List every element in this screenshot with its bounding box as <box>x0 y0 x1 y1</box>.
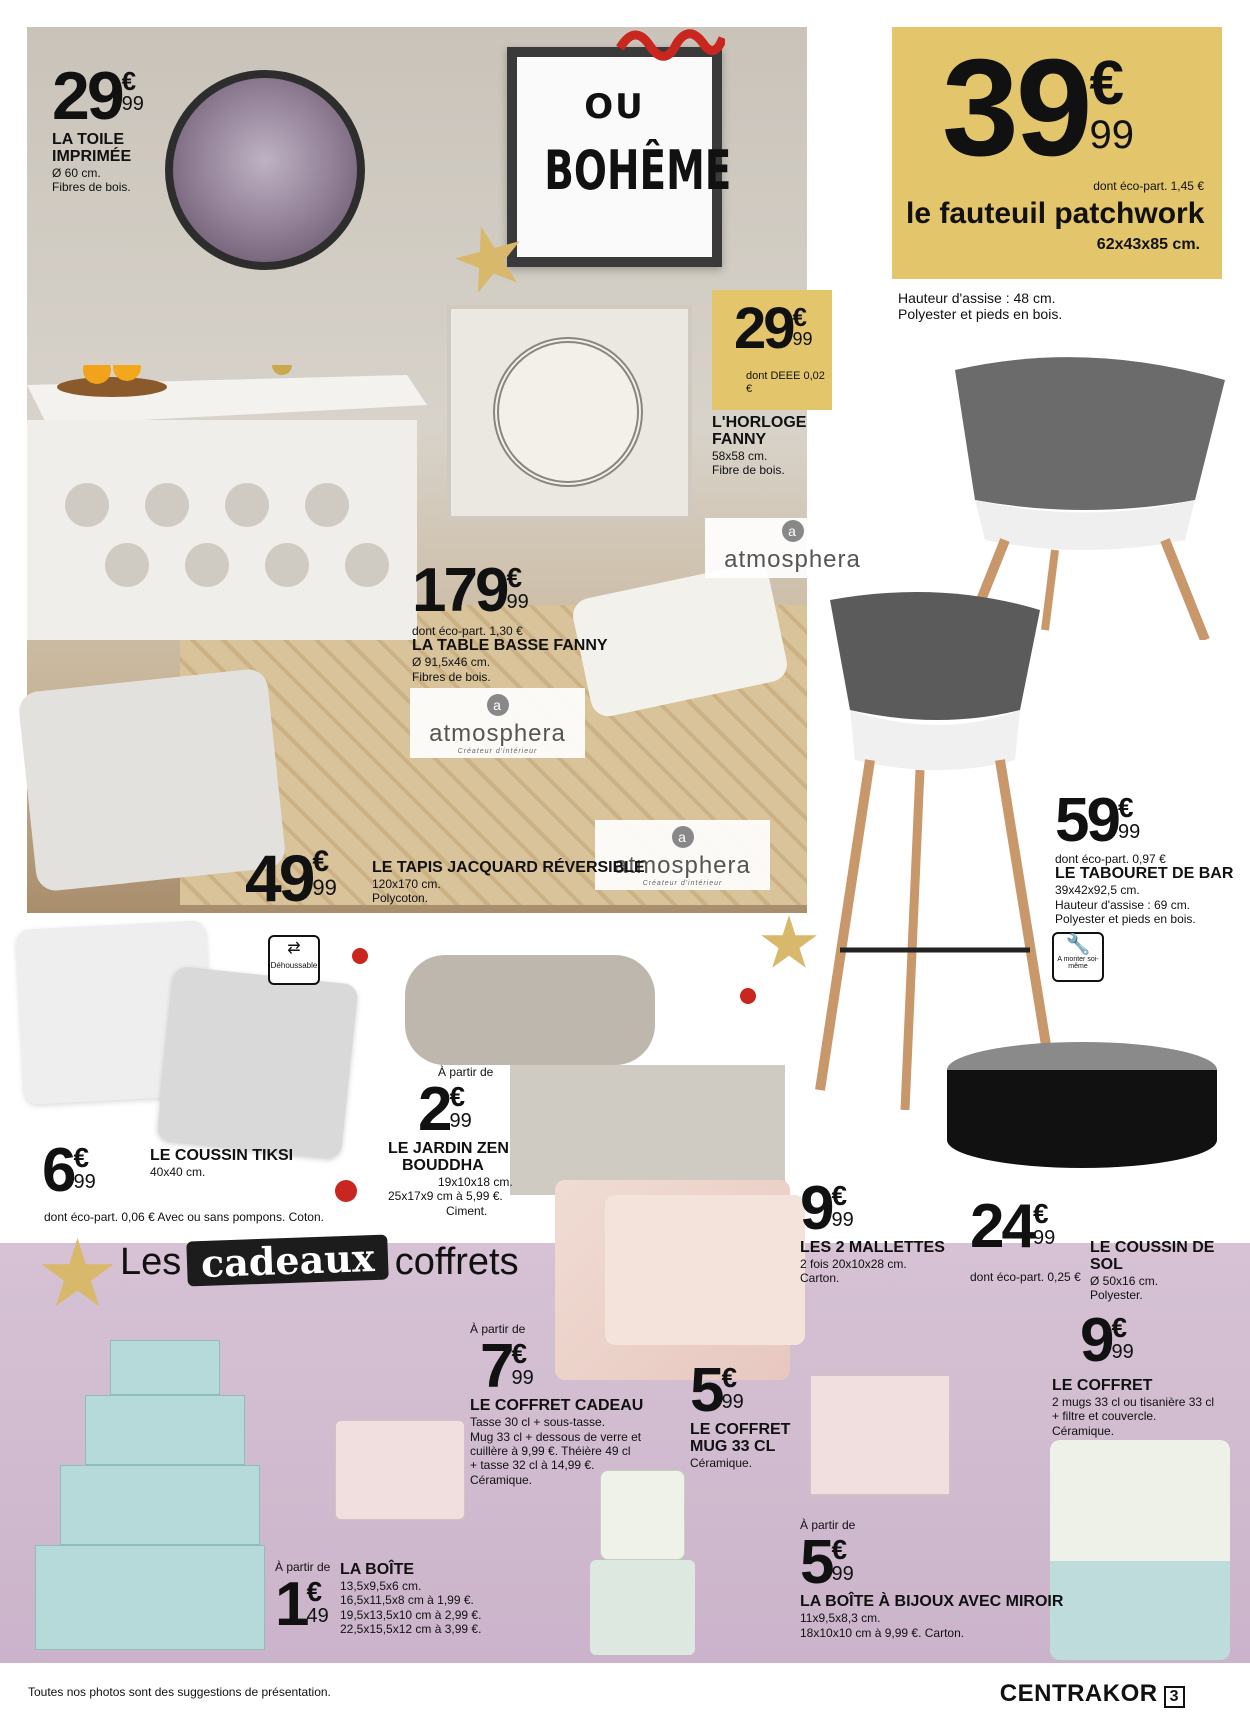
clock-face <box>493 337 643 487</box>
dehoussable-badge <box>268 935 320 985</box>
price-int: 39 <box>942 31 1090 185</box>
toile-detail-1: Ø 60 cm. <box>52 165 101 180</box>
coffret-price-block <box>1080 1306 1134 1375</box>
jardin-from: À partir de <box>438 1065 494 1079</box>
boite-detail-1: 13,5x9,5x6 cm. <box>340 1578 422 1593</box>
fauteuil-price-box <box>892 27 1222 279</box>
price-cents: 99 <box>73 1171 96 1193</box>
price-currency: € <box>449 1081 466 1113</box>
price-currency: € <box>792 302 807 332</box>
toile-detail-2: Fibres de bois. <box>52 179 131 194</box>
coffret-cadeau-detail-1: Tasse 30 cl + sous-tasse. <box>470 1415 606 1430</box>
jardin-detail-3: Ciment. <box>446 1203 488 1218</box>
jewel-box-image <box>810 1375 950 1495</box>
coffret-mug-name-2: MUG 33 CL <box>690 1437 776 1455</box>
price-int: 29 <box>52 58 122 134</box>
price-cents: 99 <box>1032 1227 1056 1249</box>
coffret-mugs-image <box>1050 1440 1230 1660</box>
price-cents: 99 <box>449 1110 472 1133</box>
price-int: 5 <box>690 1356 722 1425</box>
coussin-label-block <box>150 1148 293 1179</box>
tapis-detail-2: Polycoton. <box>372 891 429 906</box>
boite-bijoux-from: À partir de <box>800 1518 856 1532</box>
logo-text: CENTRAKOR <box>999 1680 1158 1707</box>
coffret-cadeau-from: À partir de <box>470 1322 526 1336</box>
price-currency: € <box>506 562 523 593</box>
boite-from: À partir de <box>275 1560 331 1574</box>
atmosphera-icon: a <box>782 520 804 542</box>
tapis-detail-1: 120x170 cm. <box>372 876 441 891</box>
coffee-table-image <box>27 365 427 660</box>
price-int: 1 <box>275 1570 307 1640</box>
cadeaux-banner <box>120 1234 519 1287</box>
coffret-cadeau-detail-2: Mug 33 cl + dessous de verre et <box>470 1429 642 1444</box>
price-cents: 99 <box>831 1209 854 1231</box>
price-cents: 99 <box>1111 1341 1134 1363</box>
price-currency: € <box>1117 792 1134 823</box>
table-eco: dont éco-part. 1,30 € <box>412 624 523 638</box>
atmosphera-text: atmosphera <box>724 546 861 573</box>
footer-note: Toutes nos photos sont des suggestions de présentation. <box>28 1685 331 1699</box>
price-currency: € <box>1111 1312 1128 1343</box>
fauteuil-detail-1: Hauteur d'assise : 48 cm. <box>898 290 1056 306</box>
mallettes-price-block <box>800 1174 945 1286</box>
coussin-sol-detail-1: Ø 50x16 cm. <box>1090 1273 1159 1288</box>
coffret-mug-price-block <box>690 1356 791 1470</box>
coffret-name: LE COFFRET <box>1052 1377 1153 1394</box>
tabouret-detail-2: Hauteur d'assise : 69 cm. <box>1055 897 1191 912</box>
price-cents: 99 <box>506 591 529 613</box>
bar-stool-image <box>810 590 1070 1110</box>
price-int: 9 <box>800 1174 832 1243</box>
coffret-detail-2: + filtre et couvercle. <box>1052 1409 1157 1424</box>
banner-right: coffrets <box>394 1241 519 1283</box>
zipper-icon: ⇄ <box>287 940 301 957</box>
price-int: 2 <box>418 1075 450 1145</box>
coussin-sol-eco: dont éco-part. 0,25 € <box>970 1270 1081 1284</box>
dehoussable-text: Déhoussable <box>270 961 318 970</box>
jardin-name-2: BOUDDHA <box>402 1157 484 1175</box>
price-int: 49 <box>245 841 313 915</box>
coffret-detail-1: 2 mugs 33 cl ou tisanière 33 cl <box>1052 1394 1215 1409</box>
tabouret-detail-1: 39x42x92,5 cm. <box>1055 883 1140 898</box>
coffret-cadeau-name: LE COFFRET CADEAU <box>470 1397 644 1415</box>
price-int: 9 <box>1080 1306 1112 1375</box>
price-int: 7 <box>480 1332 512 1402</box>
horloge-label-block <box>712 415 806 477</box>
price-cents: 99 <box>721 1391 744 1413</box>
coussin-sol-price-block <box>970 1192 1056 1261</box>
horloge-name-1: L'HORLOGE <box>712 414 807 431</box>
poster-ou: OU <box>584 87 645 127</box>
horloge-name-2: FANNY <box>712 430 767 448</box>
price-currency: € <box>121 66 137 96</box>
toile-name-1: LA TOILE <box>52 131 124 148</box>
jardin-price-block <box>388 1065 513 1218</box>
toile-price-block <box>52 58 144 194</box>
horloge-eco: dont DEEE 0,02 € <box>746 370 825 396</box>
price-int: 5 <box>800 1528 832 1598</box>
price-cents: 99 <box>1089 113 1134 157</box>
coussin-detail-1: 40x40 cm. <box>150 1164 206 1179</box>
boite-label-block <box>340 1562 481 1636</box>
toile-name-2: IMPRIMÉE <box>52 147 132 165</box>
atmosphera-logo <box>705 518 880 578</box>
table-detail-2: Fibres de bois. <box>412 669 491 684</box>
coffret-cadeau-detail-4: + tasse 32 cl à 14,99 €. <box>470 1458 595 1473</box>
coussin-sol-name: LE COUSSIN DE SOL <box>1090 1239 1215 1273</box>
tabouret-price-block <box>1055 786 1234 926</box>
banner-left: Les <box>120 1241 182 1283</box>
coffret-cadeau-detail-5: Céramique. <box>470 1472 533 1487</box>
price-cents: 99 <box>121 93 144 115</box>
tapis-label-block <box>372 860 645 906</box>
fauteuil-eco: dont éco-part. 1,45 € <box>1093 179 1204 193</box>
price-int: 179 <box>412 556 507 625</box>
assembly-badge-text: A monter soi-même <box>1057 956 1099 970</box>
tabouret-eco: dont éco-part. 0,97 € <box>1055 852 1166 866</box>
banner-mid: cadeaux <box>187 1234 390 1286</box>
price-currency: € <box>306 1576 323 1608</box>
clock-image <box>447 305 692 520</box>
coussin-sol-label-block <box>1090 1240 1250 1302</box>
coussin-name: LE COUSSIN TIKSI <box>150 1147 294 1164</box>
price-cents: 99 <box>511 1367 534 1390</box>
price-currency: € <box>831 1534 848 1566</box>
coffret-cadeau-price-block <box>470 1322 643 1487</box>
red-ball-decoration <box>335 1180 357 1202</box>
price-int: 29 <box>734 296 793 361</box>
ribbon-decoration <box>615 18 725 78</box>
horloge-detail-2: Fibre de bois. <box>712 462 785 477</box>
tabouret-detail-3: Polyester et pieds en bois. <box>1055 911 1196 926</box>
price-currency: € <box>1032 1198 1049 1229</box>
boite-detail-2: 16,5x11,5x8 cm à 1,99 €. <box>340 1593 474 1608</box>
cushion-grey-image <box>156 966 358 1159</box>
boite-detail-3: 19,5x13,5x10 cm à 2,99 €. <box>340 1607 482 1622</box>
poster-boheme: BOHÊME <box>544 139 732 202</box>
jardin-detail-1: 19x10x18 cm. <box>438 1174 513 1189</box>
price-currency: € <box>721 1362 738 1393</box>
price-currency: € <box>831 1180 848 1211</box>
atmosphera-subtext: Créateur d'intérieur <box>642 880 723 887</box>
boite-bijoux-price-block <box>800 1518 1063 1640</box>
atmosphera-icon: a <box>487 694 509 716</box>
mug-box-image <box>590 1560 695 1655</box>
boite-name: LA BOÎTE <box>340 1561 415 1578</box>
coussin-detail-2: dont éco-part. 0,06 € Avec ou sans pompons. Coton. <box>44 1210 324 1224</box>
boite-bijoux-detail-2: 18x10x10 cm à 9,99 €. Carton. <box>800 1625 965 1640</box>
mallettes-name: LES 2 MALLETTES <box>800 1239 945 1256</box>
fauteuil-name: le fauteuil patchwork <box>906 197 1205 230</box>
price-cents: 99 <box>831 1563 854 1586</box>
zen-garden-rect-image <box>510 1065 785 1195</box>
jardin-name-1: LE JARDIN ZEN <box>388 1140 509 1158</box>
price-currency: € <box>511 1338 528 1370</box>
horloge-price-block <box>712 290 832 410</box>
price-cents: 99 <box>1117 821 1141 843</box>
coffret-detail-3: Céramique. <box>1052 1423 1115 1438</box>
atmosphera-text: atmosphera <box>429 720 566 747</box>
round-canvas-image <box>165 70 365 270</box>
price-cents: 49 <box>306 1605 329 1628</box>
price-cents: 99 <box>312 875 337 900</box>
boheme-poster <box>507 47 732 267</box>
gift-box-stack-image <box>35 1340 265 1660</box>
coussin-price-block <box>42 1136 96 1205</box>
centrakor-logo <box>1000 1680 1185 1708</box>
assembly-badge <box>1052 932 1104 982</box>
tea-set-image <box>335 1420 465 1520</box>
coussin-sol-detail-2: Polyester. <box>1090 1287 1143 1302</box>
atmosphera-logo <box>410 688 585 758</box>
coffret-mug-name-1: LE COFFRET <box>690 1421 791 1438</box>
boite-price-block <box>275 1560 331 1640</box>
boite-detail-4: 22,5x15,5x12 cm à 3,99 €. <box>340 1621 482 1636</box>
price-int: 6 <box>42 1136 74 1205</box>
price-cents: 99 <box>792 329 813 349</box>
atmosphera-text: atmosphera <box>614 852 751 879</box>
mallettes-detail-2: Carton. <box>800 1271 840 1286</box>
fauteuil-dims: 62x43x85 cm. <box>1096 236 1200 253</box>
mallettes-detail-1: 2 fois 20x10x28 cm. <box>800 1256 907 1271</box>
wrench-icon: 🔧 <box>1065 934 1091 956</box>
price-currency: € <box>1089 49 1124 118</box>
jardin-detail-2: 25x17x9 cm à 5,99 €. <box>388 1189 503 1204</box>
red-ball-decoration <box>740 988 756 1004</box>
horloge-detail-1: 58x58 cm. <box>712 448 768 463</box>
page-number: 3 <box>1164 1686 1185 1708</box>
tabouret-name: LE TABOURET DE BAR <box>1055 865 1234 883</box>
zen-garden-round-image <box>405 955 655 1065</box>
boite-bijoux-name: LA BOÎTE À BIJOUX AVEC MIROIR <box>800 1593 1064 1611</box>
price-int: 24 <box>970 1192 1033 1261</box>
table-detail-1: Ø 91,5x46 cm. <box>412 655 491 670</box>
price-currency: € <box>73 1142 90 1173</box>
floor-cushion-image <box>945 1040 1220 1170</box>
coffret-mug-detail-1: Céramique. <box>690 1455 753 1470</box>
tapis-name: LE TAPIS JACQUARD RÉVERSIBLE <box>372 859 645 876</box>
coffret-cadeau-detail-3: cuillère à 9,99 €. Théière 49 cl <box>470 1443 631 1458</box>
boite-bijoux-detail-1: 11x9,5x8,3 cm. <box>800 1611 881 1626</box>
coffret-label-block <box>1052 1378 1214 1438</box>
price-currency: € <box>312 845 330 878</box>
price-int: 59 <box>1055 786 1118 855</box>
table-price-block <box>412 556 608 684</box>
fauteuil-detail-2: Polyester et pieds en bois. <box>898 306 1063 322</box>
atmosphera-subtext: Créateur d'intérieur <box>457 748 538 755</box>
atmosphera-icon: a <box>672 826 694 848</box>
tapis-price-block <box>245 841 337 915</box>
table-name: LA TABLE BASSE FANNY <box>412 637 608 655</box>
red-ball-decoration <box>352 948 368 964</box>
